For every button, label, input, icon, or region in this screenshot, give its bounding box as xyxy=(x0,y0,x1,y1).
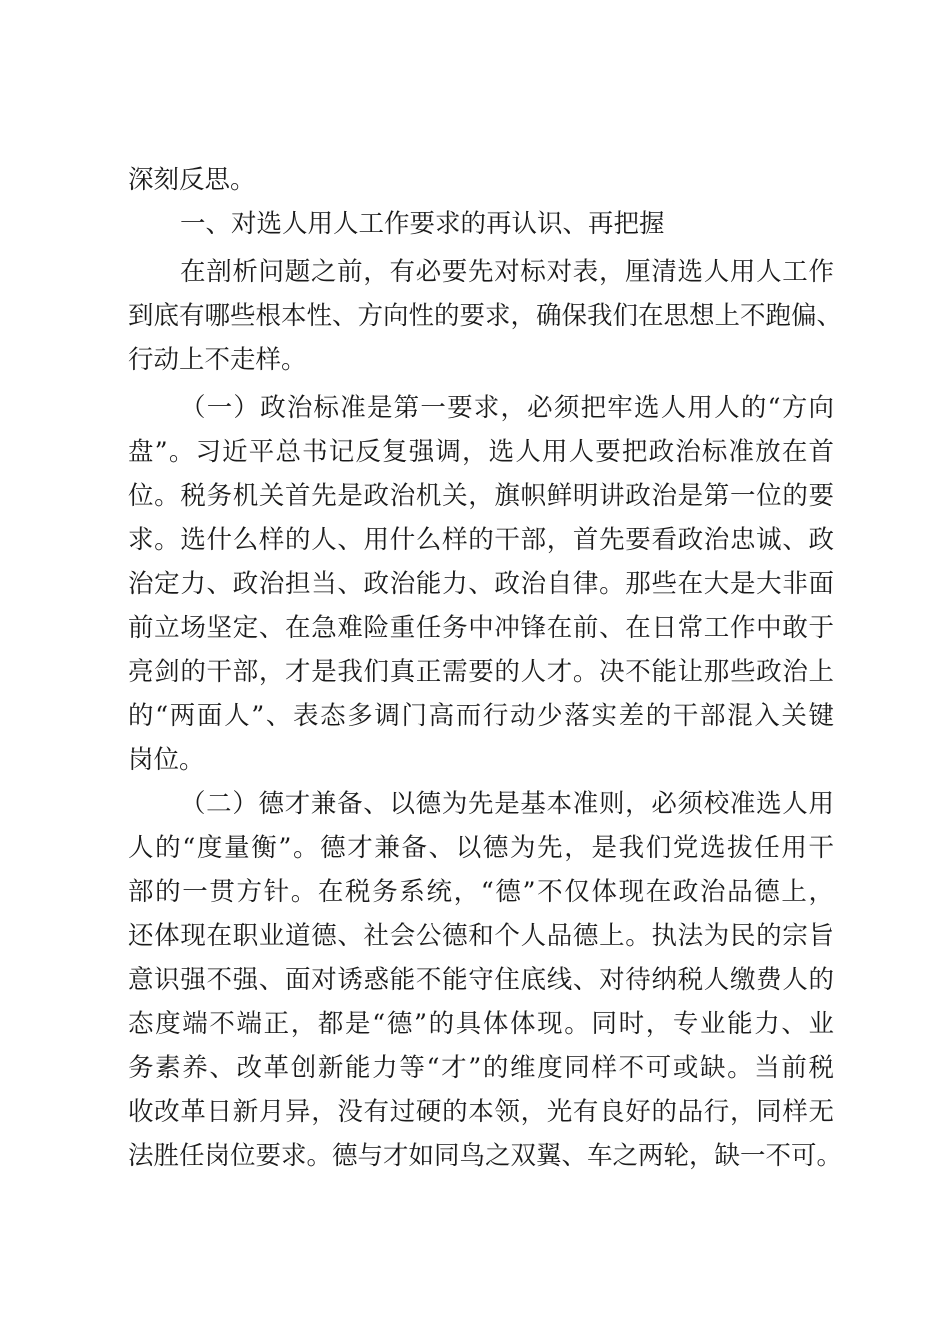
text-line: 收改革日新月异，没有过硬的本领，光有良好的品行，同样无 xyxy=(128,1097,834,1127)
text-line: 意识强不强、面对诱惑能不能守住底线、对待纳税人缴费人的 xyxy=(128,965,834,995)
text-line: （一）政治标准是第一要求，必须把牢选人用人的“方向 xyxy=(180,393,834,423)
text-line: （二）德才兼备、以德为先是基本准则，必须校准选人用 xyxy=(180,789,834,819)
text-line: 求。选什么样的人、用什么样的干部，首先要看政治忠诚、政 xyxy=(128,525,834,555)
text-line: 岗位。 xyxy=(128,745,205,775)
text-line: 到底有哪些根本性、方向性的要求，确保我们在思想上不跑偏、 xyxy=(128,301,843,331)
text-line: 的“两面人”、表态多调门高而行动少落实差的干部混入关键 xyxy=(128,701,834,731)
text-line: 人的“度量衡”。德才兼备、以德为先，是我们党选拔任用干 xyxy=(128,833,834,863)
text-line: 深刻反思。 xyxy=(128,165,256,195)
text-line: 前立场坚定、在急难险重任务中冲锋在前、在日常工作中敢于 xyxy=(128,613,834,643)
text-line: 还体现在职业道德、社会公德和个人品德上。执法为民的宗旨 xyxy=(128,921,834,951)
text-line: 亮剑的干部，才是我们真正需要的人才。决不能让那些政治上 xyxy=(128,657,834,687)
text-line: 位。税务机关首先是政治机关，旗帜鲜明讲政治是第一位的要 xyxy=(128,481,834,511)
text-line: 行动上不走样。 xyxy=(128,345,307,375)
text-line: 部的一贯方针。在税务系统，“德”不仅体现在政治品德上， xyxy=(128,877,834,907)
paragraph xyxy=(128,386,834,782)
text-line: 在剖析问题之前，有必要先对标对表，厘清选人用人工作 xyxy=(180,257,834,287)
section-heading xyxy=(128,202,834,246)
paragraph xyxy=(128,158,834,202)
paragraph xyxy=(128,782,843,1178)
document-body xyxy=(128,158,843,1178)
text-line: 治定力、政治担当、政治能力、政治自律。那些在大是大非面 xyxy=(128,569,834,599)
text-line: 盘”。习近平总书记反复强调，选人用人要把政治标准放在首 xyxy=(128,437,834,467)
text-line: 一、对选人用人工作要求的再认识、再把握 xyxy=(180,209,665,239)
paragraph xyxy=(128,250,843,382)
text-line: 法胜任岗位要求。德与才如同鸟之双翼、车之两轮，缺一不可。 xyxy=(128,1141,843,1171)
text-line: 态度端不端正，都是“德”的具体体现。同时，专业能力、业 xyxy=(128,1009,834,1039)
text-line: 务素养、改革创新能力等“才”的维度同样不可或缺。当前税 xyxy=(128,1053,834,1083)
